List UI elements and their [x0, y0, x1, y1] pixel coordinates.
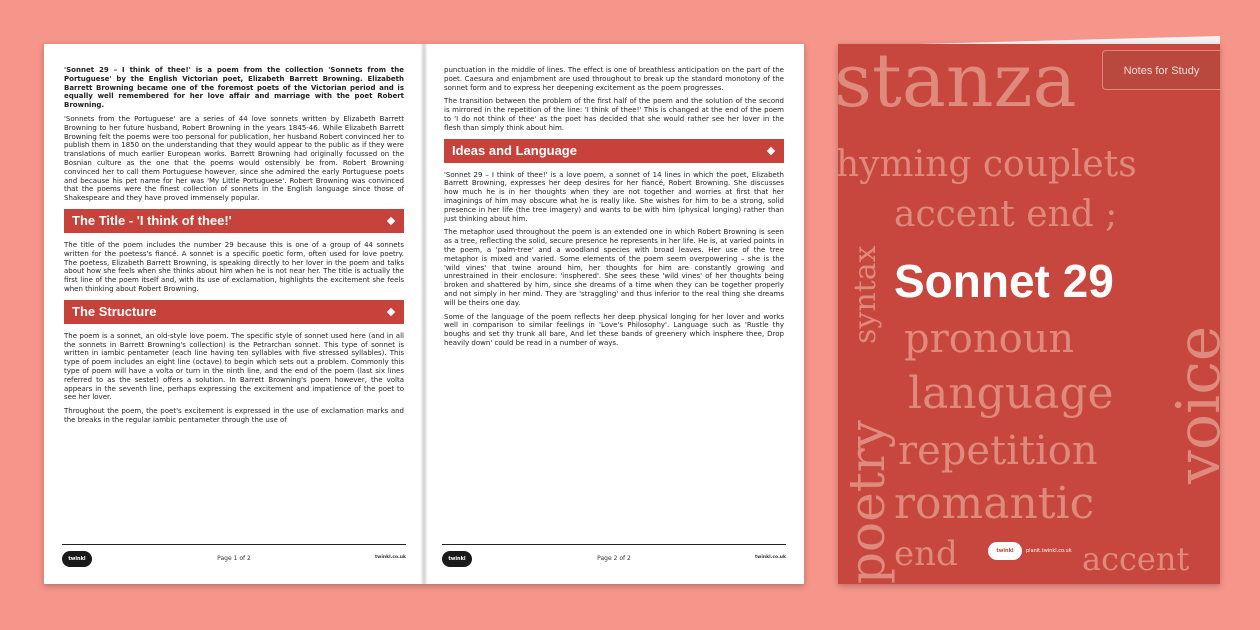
cover-site-url: planit.twinkl.co.uk — [1026, 548, 1072, 554]
page-1 — [44, 44, 424, 584]
site-url: twinkl.co.uk — [375, 555, 406, 560]
section-heading-structure-label: The Structure — [72, 303, 157, 319]
cover-title: Sonnet 29 — [894, 255, 1114, 307]
cover-word-poetry: poetry — [838, 420, 896, 584]
intro-bold-paragraph: 'Sonnet 29 – I think of thee!' is a poem from the collection 'Sonnets from the Portuguese' by the English Victorian poet, Elizabeth Barrett Browning. Elizabeth Barrett Browning became one of the foremost poets of the Victorian period and is equally well remembered for her love affair and marriage with the poet Robert Browning. — [64, 66, 404, 110]
page-number: Page 2 of 2 — [597, 555, 631, 562]
site-url: twinkl.co.uk — [755, 555, 786, 560]
ideas-paragraph-2: The metaphor used throughout the poem is an extended one in which Robert Browning is seen as a tree, reflecting the solid, secure presence he represents in her life. He is, at varied points in the poem, a 'palm-tree' and a woodland species with broad leaves. Her use of the tree metaphor is mixed and varied. Some elements of the poem seem overpowering – she is the 'wild vines' that twine around him, her thoughts for him are constantly growing and unrestrained in their enclosure: 'insphered'. She sees these 'wild vines' of her thoughts being broken and shattered by him, since she dreams of a time when they can be together properly and not simply in her mind. They are 'straggling' and thus inferior to the real thing she dreams will be theirs one day. — [444, 228, 784, 307]
section-heading-ideas-label: Ideas and Language — [452, 142, 577, 158]
cover-word-romantic: romantic — [894, 478, 1095, 529]
transition-paragraph: The transition between the problem of the first half of the poem and the solution of the second is mirrored in the repetition of the line: 'I think of thee!' This is changed at the end of the poem to 'I do not think of thee' as the poet has decided that she would rather see her lover in the flesh than simply think about him. — [444, 97, 784, 132]
page-footer — [62, 544, 406, 572]
cover-word-accent-end: accent end ; — [894, 194, 1118, 235]
ideas-paragraph-3: Some of the language of the poem reflects her deep physical longing for her lover and works well in comparison to similar feelings in 'Love's Philosophy'. Language such as 'Rustle thy boughs and set thy trunk all bare, And let these bands of greenery which insphere thee, Drop heavily down' could be read in a number of ways. — [444, 312, 784, 347]
twinkl-logo: twinkl — [62, 551, 92, 567]
cover-word-voice: voice — [1164, 325, 1234, 484]
diamond-icon — [767, 146, 775, 154]
cover-word-end: end — [894, 534, 958, 574]
title-paragraph: The title of the poem includes the number 29 because this is one of a group of 44 sonnets written for the poetess's fiancé. A sonnet is a specific poetic form, often used for love poetry. The poetess, Elizabeth Barrett Browning, is speaking directly to her lover in the poem and talks about how she feels when she thinks about him when he is not near her. The title is actually the first line of the poem itself and, with its use of exclamation, highlights the excitement she feels when thinking about Robert Browning. — [64, 240, 404, 293]
structure-paragraph-1: The poem is a sonnet, an old-style love poem. The specific style of sonnet used here (and in all the sonnets in Barrett Browning's collection) is the Petrarchan sonnet. This type of sonnet is written in iambic pentameter (each line having ten syllables with five stressed syllables). This type of poem includes an eight line (octave) to begin which sets out a problem. Commonly this type of poem will have a volta or turn in the ninth line, and the end of the poem (last six lines referred to as the sestet) offers a solution. In Barrett Browning's poem however, the volta appears in the seventh line, perhaps expressing the excitement and impatience of the poet to see her lover. — [64, 331, 404, 402]
section-heading-structure — [64, 300, 404, 324]
intro-paragraph: 'Sonnets from the Portuguese' are a series of 44 love sonnets written by Elizabeth Barrett Browning to her future husband, Robert Browning in the years 1845-46. While Elizabeth Barrett Browning felt the poems were too personal for publication, her husband Robert convinced her to publish them in 1850 on the understanding that they would appear to the public as if they were translations of much earlier European works. Barrett Browning had originally focussed on the Bosnian culture as the one that the poems would ostensibly be from. Robert Browning convinced her to call them Portuguese however, since she admired the early Portuguese poets and because his pet name for her was 'My Little Portuguese'. Robert Browning was convinced that the poems were the finest collection of sonnets in the English language since those of Shakespeare and they have proved immensely popular. — [64, 114, 404, 203]
cover-word-language: language — [908, 368, 1114, 419]
structure-paragraph-2: Throughout the poem, the poet's excitement is expressed in the use of exclamation marks and the breaks in the regular iambic pentameter through the use of — [64, 407, 404, 424]
twinkl-logo: twinkl — [442, 551, 472, 567]
section-heading-title — [64, 209, 404, 233]
cover-page — [834, 38, 1234, 584]
diamond-icon — [387, 307, 395, 315]
continued-paragraph: punctuation in the middle of lines. The effect is one of breathless anticipation on the part of the poet. Caesura and enjambment are used throughout to break up the standard monotony of the sonnet form and to express her deepening excitement as the poem progresses. — [444, 66, 784, 92]
diamond-icon — [387, 217, 395, 225]
ideas-paragraph-1: 'Sonnet 29 – I think of thee!' is a love poem, a sonnet of 14 lines in which the poet, Elizabeth Barrett Browning, expresses her deep desires for her fiancé, Robert Browning. She discusses how much he is in her thoughts when they are not together and worries at first that her imaginings of him may obscure what he is really like. She wishes for him to be a strong, solid presence in her life (the tree imagery) and wants to be with him (physical longing) rather than just thinking about him. — [444, 170, 784, 223]
document-spread — [44, 44, 804, 584]
cover-word-repetition: repetition — [898, 428, 1098, 474]
section-heading-title-label: The Title - 'I think of thee!' — [72, 212, 232, 228]
cover-word-rhyming-couplets: hyming couplets — [836, 144, 1137, 185]
page-number: Page 1 of 2 — [217, 555, 251, 562]
page-footer — [442, 544, 786, 572]
section-heading-ideas — [444, 139, 784, 163]
cover-word-accent: accent — [1082, 540, 1190, 578]
notes-for-study-tab: Notes for Study — [1102, 50, 1220, 90]
page-2 — [424, 44, 804, 584]
cover-word-pronoun: pronoun — [904, 316, 1075, 362]
cover-word-stanza: stanza — [834, 38, 1077, 124]
twinkl-logo: twinkl — [988, 542, 1022, 560]
cover-word-syntax: syntax — [848, 245, 883, 344]
